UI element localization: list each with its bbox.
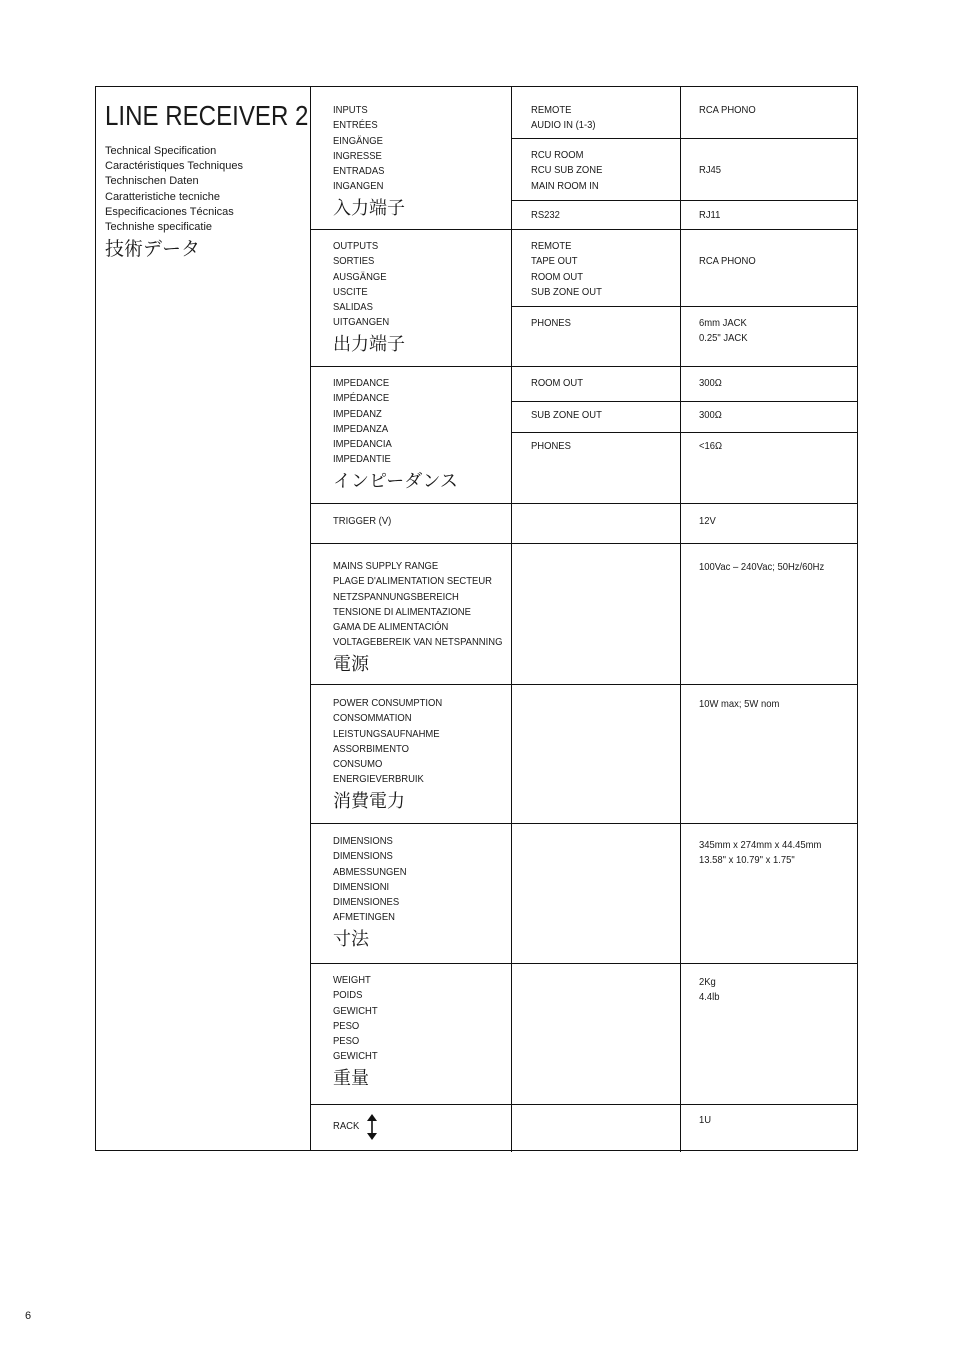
category-label: IMPÉDANCE: [333, 392, 390, 405]
name-line: PHONES: [531, 317, 571, 329]
category-label: UITGANGEN: [333, 316, 390, 329]
category-outputs: [311, 230, 512, 366]
subtitle-nl: Technishe specificatie: [105, 221, 213, 234]
empty-cell: [512, 504, 681, 543]
category-label: ABMESSUNGEN: [333, 865, 407, 878]
subrow: [512, 433, 857, 504]
name-line: MAIN ROOM IN: [531, 179, 599, 192]
empty-cell: [512, 685, 681, 823]
outputs-subrows: [512, 230, 857, 366]
subrow: [512, 201, 857, 230]
name-line: REMOTE: [531, 240, 572, 252]
value-line: 0.25" JACK: [699, 332, 748, 345]
connector-name: [512, 230, 681, 306]
row-power: [311, 685, 857, 824]
category-label: EINGÄNGE: [333, 134, 383, 147]
spec-table: [95, 86, 858, 1151]
value-line: 12V: [699, 515, 716, 527]
category-trigger: [311, 504, 512, 543]
connector-value: [681, 433, 857, 504]
value-line: 6mm JACK: [699, 317, 747, 329]
connector-name: [512, 433, 681, 504]
value-line: 300Ω: [699, 377, 722, 389]
row-outputs: [311, 230, 857, 367]
category-label: POIDS: [333, 989, 363, 1002]
subtitle-en: Technical Specification: [105, 145, 217, 157]
subtitle-jp: 技術データ: [105, 238, 201, 261]
category-label: PESO: [333, 1035, 360, 1048]
value-line: 100Vac – 240Vac; 50Hz/60Hz: [699, 561, 825, 573]
connector-value: [681, 307, 857, 367]
connector-value: [681, 87, 857, 138]
value-line: RJ11: [699, 209, 721, 221]
subtitle-it: Caratteristiche tecniche: [105, 190, 220, 203]
empty-cell: [512, 824, 681, 963]
category-label-jp: 出力端子: [333, 333, 405, 355]
category-label: ENTRÉES: [333, 119, 378, 132]
category-label: DIMENSIONI: [333, 880, 390, 893]
subtitle-fr: Caractéristiques Techniques: [105, 160, 243, 173]
name-line: AUDIO IN (1-3): [531, 119, 596, 132]
impedance-subrows: [512, 367, 857, 503]
category-label: ENTRADAS: [333, 165, 385, 178]
value-line: 4.4lb: [699, 991, 720, 1004]
name-line: RS232: [531, 209, 560, 221]
category-rack: [311, 1105, 512, 1152]
category-label: DIMENSIONS: [333, 850, 393, 863]
trigger-value: [681, 504, 857, 543]
category-label: IMPEDANZ: [333, 407, 382, 420]
category-label: TENSIONE DI ALIMENTAZIONE: [333, 605, 471, 618]
category-label-jp: 電源: [333, 653, 369, 675]
category-label: IMPEDANZA: [333, 422, 389, 435]
row-inputs: [311, 87, 857, 230]
up-down-arrow-icon: [366, 1113, 378, 1141]
connector-value: [681, 402, 857, 432]
category-label: DIMENSIONES: [333, 896, 400, 909]
value-line: 13.58" x 10.79" x 1.75": [699, 854, 795, 867]
category-label: PLAGE D'ALIMENTATION SECTEUR: [333, 575, 492, 588]
name-line: PHONES: [531, 440, 571, 452]
row-rack: [311, 1105, 857, 1152]
connector-name: [512, 139, 681, 200]
connector-name: [512, 307, 681, 367]
product-header: [96, 87, 311, 1150]
value-line: 10W max; 5W nom: [699, 698, 780, 710]
value-line: 345mm x 274mm x 44.45mm: [699, 839, 822, 851]
row-trigger: [311, 504, 857, 544]
category-label-jp: インピーダンス: [333, 470, 458, 492]
connector-value: [681, 201, 857, 230]
category-label: SALIDAS: [333, 301, 373, 314]
value-line: RCA PHONO: [699, 255, 756, 267]
category-label: GEWICHT: [333, 1050, 378, 1063]
row-mains: [311, 544, 857, 685]
category-dimensions: [311, 824, 512, 963]
category-label: INPUTS: [333, 104, 368, 116]
subrow: [512, 87, 857, 139]
subrow: [512, 367, 857, 402]
name-line: SUB ZONE OUT: [531, 409, 602, 421]
name-line: SUB ZONE OUT: [531, 285, 602, 298]
weight-value: [681, 964, 857, 1104]
connector-value: [681, 139, 857, 200]
category-label: GAMA DE ALIMENTACIÓN: [333, 621, 449, 634]
page-number: 6: [25, 1310, 32, 1322]
subrow: [512, 402, 857, 433]
value-line: RCA PHONO: [699, 104, 756, 116]
value-line: 1U: [699, 1114, 712, 1126]
name-line: TAPE OUT: [531, 255, 578, 268]
mains-value: [681, 544, 857, 684]
category-label: NETZSPANNUNGSBEREICH: [333, 590, 459, 603]
name-line: ROOM OUT: [531, 377, 583, 389]
category-label: INGRESSE: [333, 149, 382, 162]
name-line: RCU ROOM: [531, 149, 584, 161]
category-label: IMPEDANTIE: [333, 453, 391, 466]
category-label-jp: 入力端子: [333, 197, 405, 219]
category-label: ASSORBIMENTO: [333, 742, 409, 755]
value-line: RJ45: [699, 164, 722, 176]
value-line: 300Ω: [699, 409, 722, 421]
category-label: CONSOMMATION: [333, 712, 412, 725]
category-inputs: [311, 87, 512, 229]
subrow: [512, 139, 857, 201]
category-label-jp: 重量: [333, 1067, 369, 1089]
connector-name: [512, 367, 681, 401]
category-mains: [311, 544, 512, 684]
category-label: SORTIES: [333, 255, 375, 268]
category-label: AFMETINGEN: [333, 911, 395, 924]
category-label-jp: 消費電力: [333, 790, 405, 812]
value-line: <16Ω: [699, 440, 723, 452]
subrow: [512, 307, 857, 367]
power-value: [681, 685, 857, 823]
subrow: [512, 230, 857, 307]
rack-label: RACK: [333, 1120, 360, 1133]
dimensions-value: [681, 824, 857, 963]
category-label: AUSGÄNGE: [333, 270, 387, 283]
connector-name: [512, 402, 681, 432]
category-label: DIMENSIONS: [333, 835, 393, 847]
rack-label-group: [333, 1113, 511, 1141]
connector-value: [681, 367, 857, 401]
value-line: 2Kg: [699, 976, 716, 988]
category-label: OUTPUTS: [333, 240, 379, 252]
category-label: PESO: [333, 1019, 360, 1032]
category-label: VOLTAGEBEREIK VAN NETSPANNING: [333, 636, 503, 649]
category-label: LEISTUNGSAUFNAHME: [333, 727, 440, 740]
category-weight: [311, 964, 512, 1104]
row-weight: [311, 964, 857, 1105]
category-impedance: [311, 367, 512, 503]
category-power: [311, 685, 512, 823]
category-label: TRIGGER (V): [333, 515, 392, 527]
category-label: WEIGHT: [333, 974, 371, 986]
category-label: GEWICHT: [333, 1004, 378, 1017]
category-label: ENERGIEVERBRUIK: [333, 773, 424, 786]
category-label: IMPEDANCIA: [333, 438, 392, 451]
empty-cell: [512, 544, 681, 684]
category-label-jp: 寸法: [333, 928, 369, 950]
category-label: POWER CONSUMPTION: [333, 697, 443, 709]
category-label: CONSUMO: [333, 758, 383, 771]
connector-name: [512, 87, 681, 138]
name-line: ROOM OUT: [531, 270, 583, 283]
subtitle-es: Especificaciones Técnicas: [105, 205, 234, 218]
product-title: LINE RECEIVER 2: [105, 100, 309, 131]
rack-value: [681, 1105, 857, 1152]
inputs-subrows: [512, 87, 857, 229]
name-line: RCU SUB ZONE: [531, 164, 603, 177]
connector-name: [512, 201, 681, 230]
category-label: INGANGEN: [333, 180, 384, 193]
empty-cell: [512, 964, 681, 1104]
row-impedance: [311, 367, 857, 504]
name-line: REMOTE: [531, 104, 572, 116]
category-label: USCITE: [333, 285, 368, 298]
row-dimensions: [311, 824, 857, 964]
category-label: MAINS SUPPLY RANGE: [333, 560, 439, 572]
subtitle-de: Technischen Daten: [105, 175, 199, 188]
category-label: IMPEDANCE: [333, 377, 390, 389]
connector-value: [681, 230, 857, 306]
empty-cell: [512, 1105, 681, 1152]
